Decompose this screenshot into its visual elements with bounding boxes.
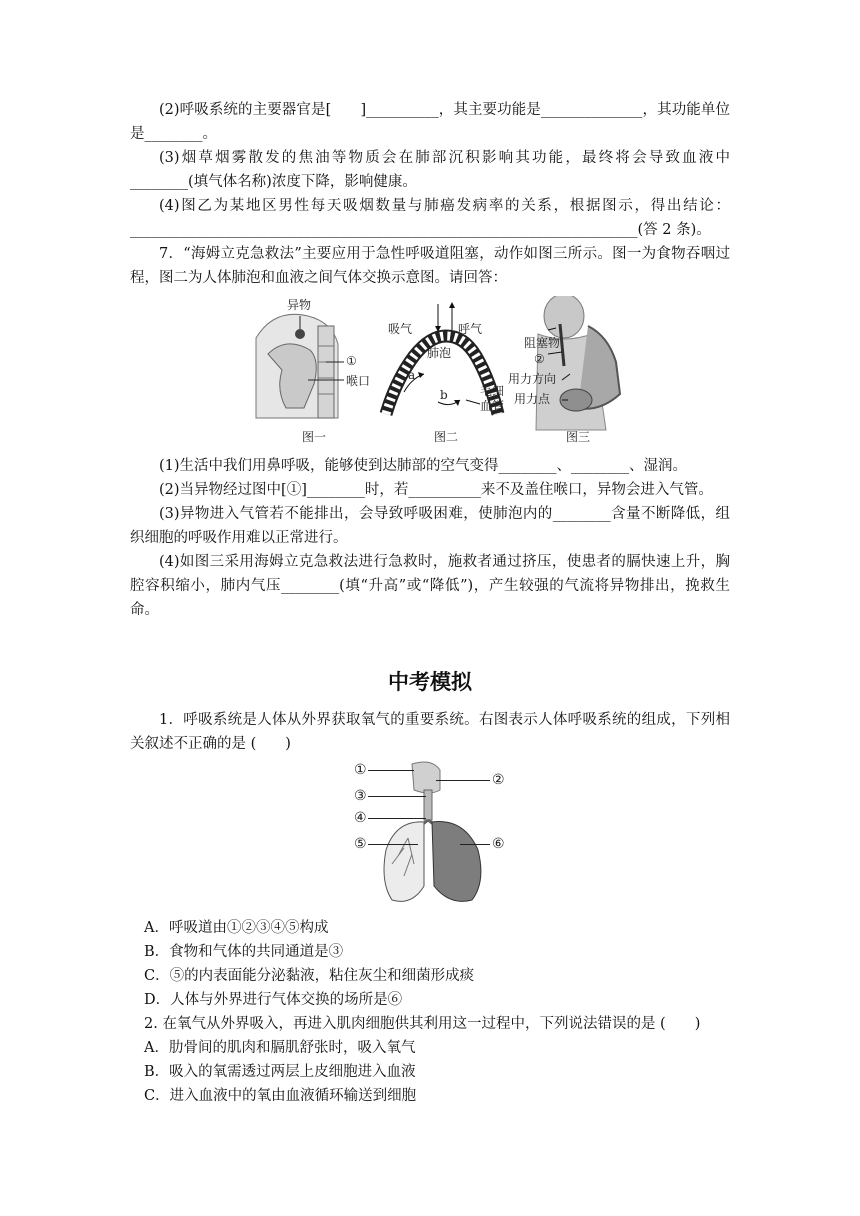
mq1-option-a: A．呼吸道由①②③④⑤构成 (144, 920, 329, 936)
page-content (130, 98, 730, 1108)
fig1-label-1: ① (346, 354, 357, 368)
mq2-option-a: A．肋骨间的肌肉和膈肌舒张时，吸入氧气 (144, 1040, 416, 1056)
fig2-label-alveolus: 肺泡 (427, 346, 452, 360)
q6-part4: (4)图乙为某地区男性每天吸烟数量与肺癌发病率的关系，根据图示，得出结论：______________________________________________________________________(答 2 条)。 (130, 198, 730, 238)
q6-part2: (2)呼吸系统的主要器官是[ ]__________，其主要功能是______________，其功能单位是________。 (130, 102, 730, 142)
fig2-label-inhale: 吸气 (388, 322, 413, 336)
fig3-label-2: ② (534, 352, 545, 366)
figure-2-gas-exchange (380, 296, 506, 444)
q7-part4: (4)如图三采用海姆立克急救法进行急救时，施救者通过挤压，使患者的膈快速上升，胸腔容积缩小，肺内气压________(填“升高”或“降低”)，产生较强的气流将异物排出，挽救生命。 (130, 554, 730, 618)
q6-part3: (3)烟草烟雾散发的焦油等物质会在肺部沉积影响其功能，最终将会导致血液中________(填气体名称)浓度下降，影响健康。 (130, 150, 730, 190)
figure-1-swallowing (246, 296, 376, 444)
lung-label-6: ⑥ (492, 836, 505, 852)
mq1-stem: 1．呼吸系统是人体从外界获取氧气的重要系统。右图表示人体呼吸系统的组成，下列相关叙述不正确的是 ( ) (130, 712, 730, 752)
q7-part2: (2)当异物经过图中[①]________时，若__________来不及盖住喉口，异物会进入气管。 (159, 482, 713, 498)
mq2-option-c: C．进入血液中的氧由血液循环输送到细胞 (144, 1088, 417, 1104)
lung-label-5: ⑤ (354, 836, 367, 852)
fig3-caption: 图三 (566, 430, 591, 444)
lung-label-2: ② (492, 772, 505, 788)
mq1-option-d: D．人体与外界进行气体交换的场所是⑥ (144, 992, 403, 1008)
fig1-label-foreign: 异物 (287, 298, 312, 312)
lung-label-4: ④ (354, 810, 367, 826)
fig2-caption: 图二 (434, 430, 459, 444)
mq2-option-b: B．吸入的氧需透过两层上皮细胞进入血液 (144, 1064, 416, 1080)
mq1-option-b: B．食物和气体的共同通道是③ (144, 944, 344, 960)
fig2-label-b: b (440, 388, 448, 402)
lung-lead-lines (130, 760, 730, 906)
fig2-label-capillary-2: 血管 (480, 399, 505, 413)
respiratory-system-figure (130, 760, 730, 908)
fig2-label-a: a (408, 368, 416, 382)
fig1-label-throat: 喉口 (346, 374, 371, 388)
fig2-label-exhale: 呼气 (458, 322, 483, 336)
q7-figures (130, 296, 730, 446)
fig1-caption: 图一 (302, 430, 327, 444)
mq1-option-c: C．⑤的内表面能分泌黏液，粘住灰尘和细菌形成痰 (144, 968, 475, 984)
fig2-label-capillary-1: 毛细 (480, 384, 505, 398)
lung-label-1: ① (354, 762, 367, 778)
fig3-label-direction: 用力方向 (508, 372, 557, 386)
fig3-label-block: 阻塞物 (524, 336, 561, 350)
mq2-stem: 2. 在氧气从外界吸入，再进入肌肉细胞供其利用这一过程中，下列说法错误的是 ( ) (144, 1016, 701, 1032)
fig3-label-point: 用力点 (514, 392, 551, 406)
q7-part3: (3)异物进入气管若不能排出，会导致呼吸困难，使肺泡内的________含量不断降低，组织细胞的呼吸作用难以正常进行。 (130, 506, 730, 546)
lung-label-3: ③ (354, 788, 367, 804)
q7-stem: 7．“海姆立克急救法”主要应用于急性呼吸道阻塞，动作如图三所示。图一为食物吞咽过程，图二为人体肺泡和血液之间气体交换示意图。请回答： (130, 246, 730, 286)
q7-part1: (1)生活中我们用鼻呼吸，能够使到达肺部的空气变得________、________、湿润。 (159, 458, 688, 474)
section-title: 中考模拟 (388, 670, 472, 694)
